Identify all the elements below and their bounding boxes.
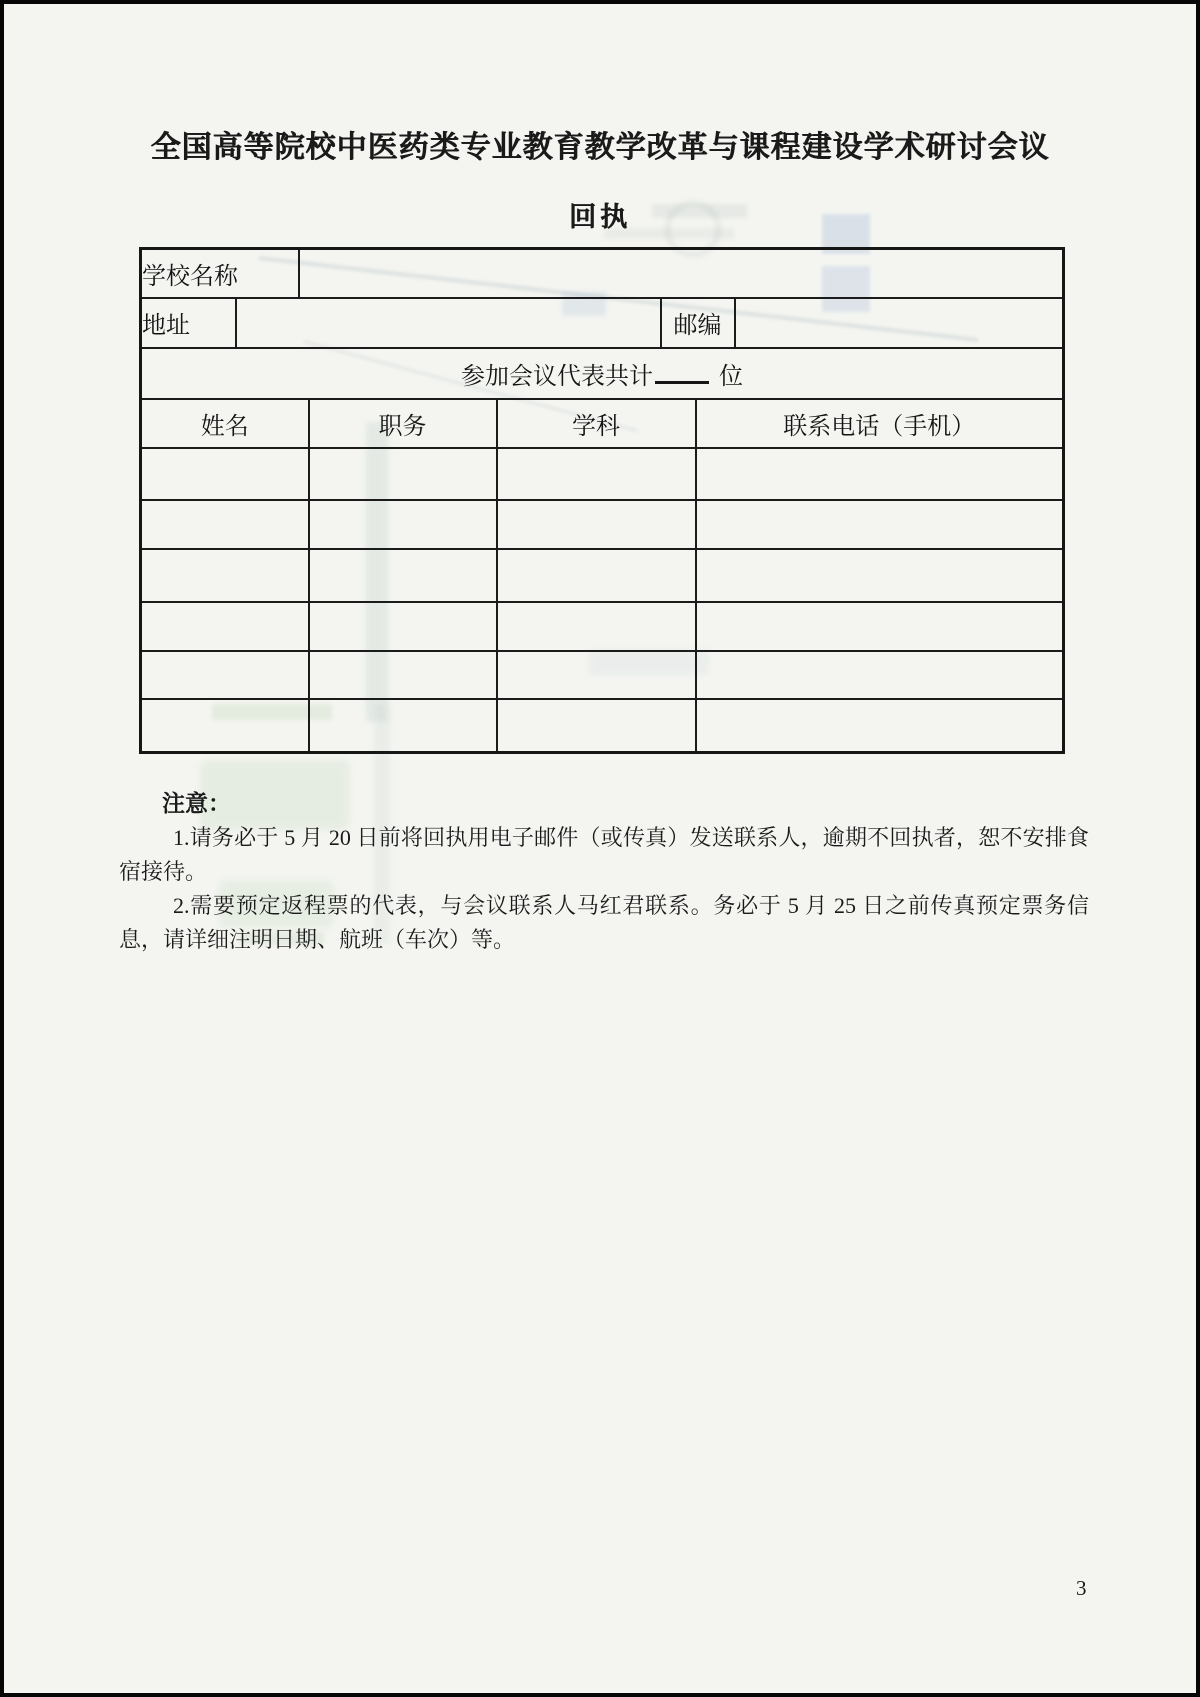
table-row [141, 500, 1064, 549]
document-title: 全国高等院校中医药类专业教育教学改革与课程建设学术研讨会议 [150, 130, 1050, 165]
page-number: 3 [1076, 1576, 1087, 1600]
address-row [141, 298, 1064, 348]
table-cell [141, 699, 309, 753]
delegates-count-blank [655, 378, 709, 384]
table-cell [696, 651, 1064, 699]
column-header-phone: 联系电话（手机） [696, 399, 1064, 448]
table-cell [497, 549, 696, 602]
table-cell [497, 651, 696, 699]
table-header-row [141, 399, 1064, 448]
table-cell [309, 500, 497, 549]
table-cell [141, 549, 309, 602]
table-cell [141, 448, 309, 500]
notes-heading: 注意： [162, 791, 231, 817]
table-cell [696, 699, 1064, 753]
school-name-row [141, 249, 1064, 298]
table-row [141, 651, 1064, 699]
delegates-count-row [141, 348, 1064, 399]
table-cell [309, 699, 497, 753]
school-name-field [299, 249, 1064, 298]
postcode-label: 邮编 [661, 298, 735, 348]
delegates-count-cell [141, 348, 1064, 399]
table-cell [696, 500, 1064, 549]
school-name-label: 学校名称 [141, 249, 299, 298]
postcode-field [735, 298, 1064, 348]
note-item-2: 2.需要预定返程票的代表，与会议联系人马红君联系。务必于 5 月 25 日之前传真预定票务信息，请详细注明日期、航班（车次）等。 [119, 893, 1089, 952]
table-cell [696, 549, 1064, 602]
document-subtitle: 回执 [569, 202, 631, 233]
address-label: 地址 [141, 298, 236, 348]
reply-form-table [139, 247, 1065, 754]
note-item-1: 1.请务必于 5 月 20 日前将回执用电子邮件（或传真）发送联系人，逾期不回执者，恕不安排食宿接待。 [119, 825, 1089, 884]
table-row [141, 448, 1064, 500]
table-cell [141, 651, 309, 699]
column-header-position: 职务 [309, 399, 497, 448]
reply-form-body [141, 249, 1064, 753]
table-cell [497, 500, 696, 549]
table-row [141, 699, 1064, 753]
table-cell [497, 448, 696, 500]
column-header-discipline: 学科 [497, 399, 696, 448]
table-cell [696, 602, 1064, 651]
table-cell [309, 651, 497, 699]
table-cell [141, 602, 309, 651]
delegates-count-prefix: 参加会议代表共计 [461, 361, 654, 390]
column-header-name: 姓名 [141, 399, 309, 448]
table-cell [141, 500, 309, 549]
delegates-count-suffix: 位 [719, 361, 744, 390]
notes-section [119, 787, 1089, 957]
table-cell [309, 549, 497, 602]
table-cell [497, 699, 696, 753]
table-cell [696, 448, 1064, 500]
table-cell [309, 448, 497, 500]
table-cell [497, 602, 696, 651]
table-row [141, 549, 1064, 602]
table-row [141, 602, 1064, 651]
address-field [236, 298, 661, 348]
table-cell [309, 602, 497, 651]
